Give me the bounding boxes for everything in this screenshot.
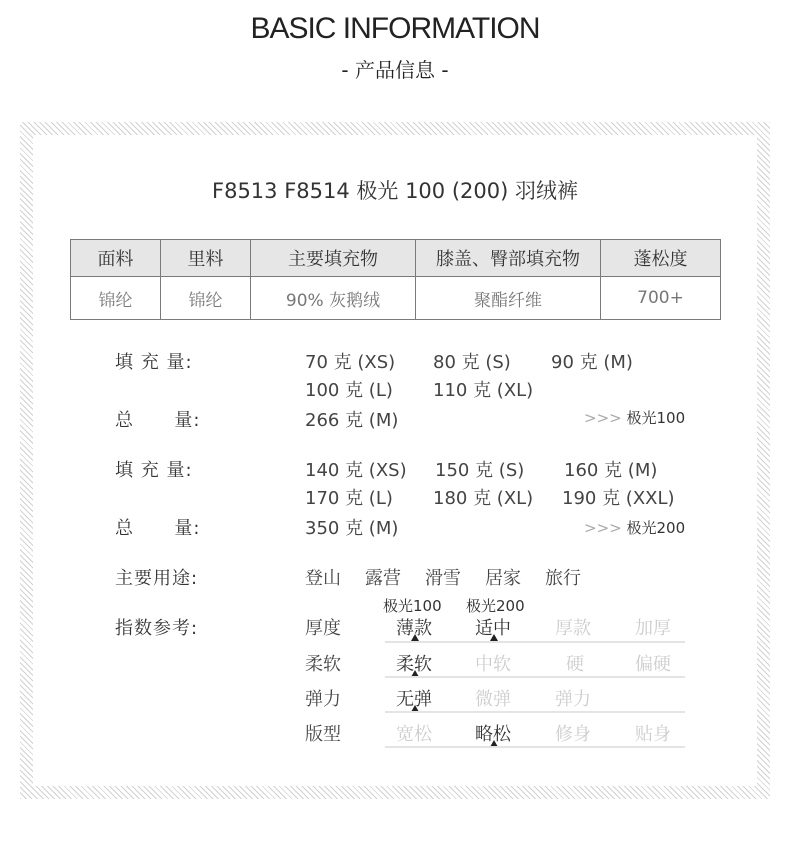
fill-label-100: 填 充 量: xyxy=(115,352,193,373)
usage-item-travel: 旅行 xyxy=(545,568,581,589)
note-arrows: >>> xyxy=(584,519,622,537)
fill-size-200-m: 160 克 (M) xyxy=(564,460,658,481)
usage-item-home: 居家 xyxy=(485,568,521,589)
total-label-100: 总 量: xyxy=(115,410,201,431)
total-value-200: 350 克 (M) xyxy=(305,518,399,539)
elasticity-option-slight: 微弹 xyxy=(475,689,511,710)
header-cell-knee-hip-filling: 膝盖、臀部填充物 xyxy=(416,240,601,277)
fill-size-100-l: 100 克 (L) xyxy=(305,380,393,401)
fill-size-100-m: 90 克 (M) xyxy=(551,352,633,373)
elasticity-option-stretch: 弹力 xyxy=(555,689,591,710)
softness-option-medium-soft: 中软 xyxy=(475,654,511,675)
usage-item-skiing: 滑雪 xyxy=(425,568,461,589)
total-value-100: 266 克 (M) xyxy=(305,410,399,431)
thickness-marker-200 xyxy=(490,634,498,641)
fit-option-relaxed: 略松 xyxy=(475,724,511,745)
fit-option-tight: 贴身 xyxy=(635,724,671,745)
softness-option-rather-hard: 偏硬 xyxy=(635,654,671,675)
product-title: F8513 F8514 极光 100 (200) 羽绒裤 xyxy=(212,179,578,203)
fill-size-200-xl: 180 克 (XL) xyxy=(433,488,534,509)
thickness-scale-line xyxy=(385,641,685,643)
fill-size-200-s: 150 克 (S) xyxy=(435,460,525,481)
usage-item-climbing: 登山 xyxy=(305,568,341,589)
index-row-thickness-label: 厚度 xyxy=(305,618,341,639)
value-cell-main-filling: 90% 灰鹅绒 xyxy=(251,277,416,320)
header-cell-fill-power: 蓬松度 xyxy=(601,240,721,277)
thickness-marker-100 xyxy=(411,634,419,641)
total-note-100 xyxy=(584,407,685,428)
material-table xyxy=(70,239,721,320)
material-table-header-row xyxy=(71,240,721,277)
thickness-option-extra-thick: 加厚 xyxy=(635,618,671,639)
thickness-option-thick: 厚款 xyxy=(555,618,591,639)
index-tag-200: 极光200 xyxy=(466,597,525,615)
index-row-elasticity-label: 弹力 xyxy=(305,689,341,710)
elasticity-scale-line xyxy=(385,711,685,713)
material-table-value-row xyxy=(71,277,721,320)
fill-label-200: 填 充 量: xyxy=(115,460,193,481)
index-row-fit-label: 版型 xyxy=(305,724,341,745)
value-cell-fill-power: 700+ xyxy=(601,277,721,320)
fill-size-100-xl: 110 克 (XL) xyxy=(433,380,534,401)
header-cell-fabric: 面料 xyxy=(71,240,161,277)
usage-item-camping: 露营 xyxy=(365,568,401,589)
fill-size-100-s: 80 克 (S) xyxy=(433,352,511,373)
note-model-100: 极光100 xyxy=(626,409,686,427)
note-model-200: 极光200 xyxy=(626,519,686,537)
fill-size-200-xs: 140 克 (XS) xyxy=(305,460,407,481)
value-cell-lining: 锦纶 xyxy=(161,277,251,320)
fit-option-slim: 修身 xyxy=(555,724,591,745)
softness-option-hard: 硬 xyxy=(566,654,584,675)
header-cell-main-filling: 主要填充物 xyxy=(251,240,416,277)
note-arrows: >>> xyxy=(584,409,622,427)
fit-option-loose: 宽松 xyxy=(396,724,432,745)
thickness-option-medium: 适中 xyxy=(475,618,511,639)
index-label: 指数参考: xyxy=(115,618,199,639)
total-note-200 xyxy=(584,517,685,538)
index-tag-100: 极光100 xyxy=(383,597,442,615)
thickness-option-thin: 薄款 xyxy=(396,618,432,639)
value-cell-fabric: 锦纶 xyxy=(71,277,161,320)
fill-size-200-l: 170 克 (L) xyxy=(305,488,393,509)
header-subtitle: - 产品信息 - xyxy=(341,58,449,82)
header-cell-lining: 里料 xyxy=(161,240,251,277)
value-cell-knee-hip-filling: 聚酯纤维 xyxy=(416,277,601,320)
index-row-softness-label: 柔软 xyxy=(305,654,341,675)
header-title: BASIC INFORMATION xyxy=(250,12,540,45)
usage-label: 主要用途: xyxy=(115,568,199,589)
total-label-200: 总 量: xyxy=(115,518,201,539)
softness-option-soft: 柔软 xyxy=(396,654,432,675)
fill-size-200-xxl: 190 克 (XXL) xyxy=(562,488,675,509)
fit-scale-line xyxy=(385,746,685,748)
softness-scale-line xyxy=(385,676,685,678)
fill-size-100-xs: 70 克 (XS) xyxy=(305,352,396,373)
elasticity-option-none: 无弹 xyxy=(396,689,432,710)
